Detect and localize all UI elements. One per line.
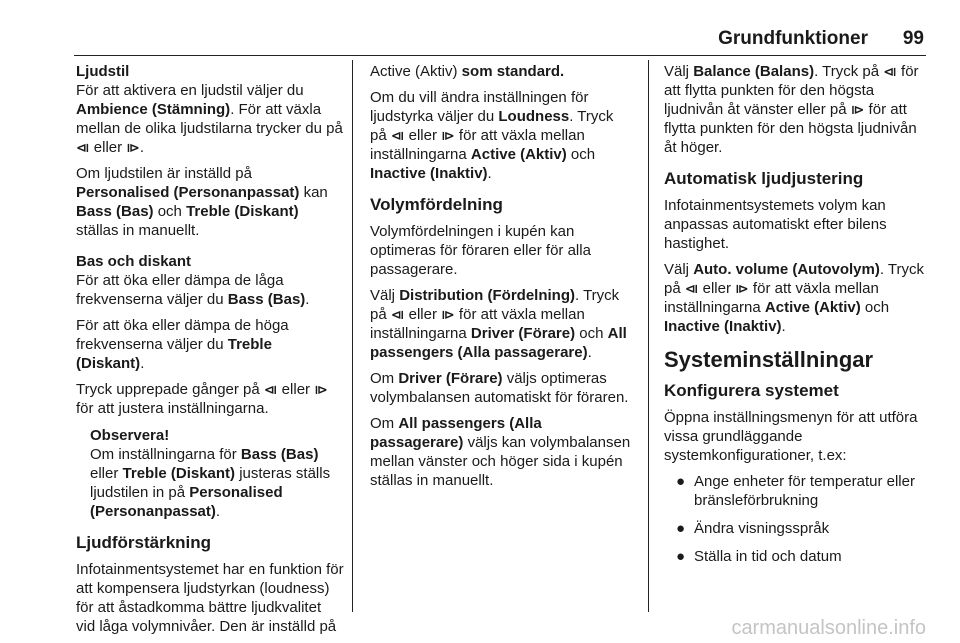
text-segment: För att aktivera en ljudstil väljer du [76,82,304,99]
note-box [76,426,344,521]
text-segment: och [575,325,608,342]
arrow-left-icon: ⧏ [390,307,405,322]
text-segment: . [587,344,592,361]
bold-term: Treble (Diskant) [186,203,299,220]
text-segment: . [215,503,221,520]
heading-automatisk-ljudjustering: Automatisk ljudjustering [664,169,864,188]
arrow-right-icon: ⧐ [126,140,140,155]
paragraph [664,260,930,336]
column-divider-2 [648,60,649,612]
text-segment: . Tryck på [370,108,614,144]
text-segment: eller [698,280,736,297]
text-segment: . Tryck på [664,261,925,297]
paragraph [76,380,344,418]
text-segment: för att justera inställningarna. [76,400,269,417]
column-1 [76,62,344,643]
column-2 [370,62,634,497]
paragraph-continued [370,62,634,81]
arrow-right-icon: ⧐ [441,307,455,322]
paragraph [76,81,344,157]
note-body [90,445,344,521]
heading-konfigurera-systemet: Konfigurera systemet [664,381,839,400]
bold-term: Personalised (Personanpassat) [76,184,300,201]
bullet-list [664,472,930,566]
bullet-icon: ● [676,520,686,537]
bold-term: Loudness [498,108,570,125]
bold-term: Distribution (Fördelning) [399,287,575,304]
text-segment: . För att växla mellan de olika ljudstilarna trycker du på [76,101,343,137]
paragraph: Öppna inställningsmenyn för att utföra vissa grundläggande systemkonfigurationer, t.ex: [664,409,918,464]
bold-term: Auto. volume (Autovolym) [693,261,880,278]
text-segment: justeras ställs ljudstilen in på [90,465,331,501]
heading-volymfordelning: Volymfördelning [370,195,503,214]
text-segment: för att flytta punkten för den högsta ljudnivån åt höger. [664,101,917,156]
arrow-right-icon: ⧐ [735,281,749,296]
bold-term: Bass (Bas) [227,291,306,308]
text-segment: För att öka eller dämpa de låga frekvenserna väljer du [76,272,284,308]
arrow-right-icon: ⧐ [850,102,865,117]
paragraph: Infotainmentsystemet har en funktion för att kompensera ljudstyrkan (loudness) för att åstadkomma bättre ljudkvalitet vid låga volymnivåer. Den är inställd på [76,561,344,635]
bold-term: Bass (Bas) [76,203,154,220]
note-title: Observera! [90,427,170,444]
text-segment: kan [299,184,328,201]
text-segment: . Tryck på [814,63,884,80]
header-title: Grundfunktioner [718,28,868,49]
bold-term: Driver (Förare) [470,325,576,342]
arrow-left-icon: ⧏ [684,281,699,296]
subheading-bas-och-diskant: Bas och diskant [76,253,192,270]
text-segment: För att öka eller dämpa de höga frekvenserna väljer du [76,317,289,353]
arrow-right-icon: ⧐ [441,128,455,143]
heading-systeminstallningar: Systeminställningar [664,347,874,372]
paragraph [76,164,344,240]
text-segment: Välj [664,63,694,80]
text-segment: Om [370,415,399,432]
text-segment: och [153,203,187,220]
text-segment: Om [370,370,399,387]
arrow-right-icon: ⧐ [314,382,328,397]
text-segment: eller [404,306,442,323]
text-segment: . [305,291,310,308]
paragraph [76,271,344,309]
bold-term: Treble (Diskant) [76,336,272,372]
text-segment: Välj [370,287,400,304]
column-divider-1 [352,60,353,612]
bold-term: All passengers (Alla passagerare) [370,325,627,361]
text-segment: . Tryck på [370,287,620,323]
bold-term: Inactive (Inaktiv) [664,318,782,335]
text-segment: Om ljudstilen är inställd på [76,165,252,182]
arrow-left-icon: ⧏ [883,64,897,79]
paragraph [664,62,930,157]
text-segment: och [566,146,596,163]
text-segment: och [860,299,890,316]
paragraph [370,88,634,183]
paragraph [370,286,634,362]
list-item: ● Ändra visningsspråk [676,520,830,537]
bold-term: Active (Aktiv) [764,299,861,316]
text-segment: Active (Aktiv) [370,63,458,80]
bullet-icon: ● [676,548,686,565]
column-3 [664,62,930,575]
text-segment: eller [404,127,442,144]
watermark: carmanualsonline.info [731,617,926,639]
paragraph [370,369,634,407]
bullet-icon: ● [676,473,686,490]
bold-term: Personalised (Personanpassat) [90,484,283,520]
paragraph: Volymfördelningen i kupén kan optimeras för föraren eller för alla passagerare. [370,223,591,278]
text-segment: Tryck upprepade gånger på [76,381,264,398]
arrow-left-icon: ⧏ [76,140,90,155]
text-segment: för att växla mellan inställningarna [370,127,585,163]
arrow-left-icon: ⧏ [263,382,278,397]
paragraph: Infotainmentsystemets volym kan anpassas automatiskt efter bilens hastighet. [664,197,887,252]
page-number: 99 [902,28,924,49]
paragraph [370,414,634,490]
header-rule [74,55,926,56]
text-segment: Välj [664,261,694,278]
text-segment: . [139,139,145,156]
bold-term: Ambience (Stämning) [76,101,231,118]
bold-term: Bass (Bas) [240,446,319,463]
subheading-ljudstil: Ljudstil [76,63,130,80]
text-segment: eller [90,465,123,482]
text-segment: ställas in manuellt. [76,222,200,239]
bold-term: All passengers (Alla passagerare) [370,415,542,451]
paragraph [76,316,344,373]
text-segment: väljs optimeras volymbalansen automatiskt för föraren. [370,370,629,406]
list-item: ● Ställa in tid och datum [676,548,842,565]
text-segment: Om inställningarna för [90,446,241,463]
arrow-left-icon: ⧏ [390,128,405,143]
text-segment: eller [277,381,315,398]
bold-term: Inactive (Inaktiv) [370,165,488,182]
text-segment: . [487,165,492,182]
bold-term: som standard. [457,63,565,80]
text-segment: väljs kan volymbalansen mellan vänster och höger sida i kupén ställas in manuellt. [370,434,631,489]
bold-term: Treble (Diskant) [122,465,236,482]
bold-term: Active (Aktiv) [470,146,567,163]
text-segment: eller [89,139,127,156]
list-item: ● Ange enheter för temperatur eller bränsleförbrukning [676,473,915,509]
text-segment: Om du vill ändra inställningen för ljudstyrka väljer du [370,89,589,125]
heading-ljudforstarkning: Ljudförstärkning [76,533,212,552]
text-segment: . [781,318,786,335]
text-segment: för att flytta punkten för den högsta ljudnivån åt vänster eller på [664,63,919,118]
bold-term: Driver (Förare) [398,370,503,387]
text-segment: för att växla mellan inställningarna [370,306,585,342]
text-segment: för att växla mellan inställningarna [664,280,879,316]
text-segment: . [140,355,145,372]
bold-term: Balance (Balans) [693,63,815,80]
